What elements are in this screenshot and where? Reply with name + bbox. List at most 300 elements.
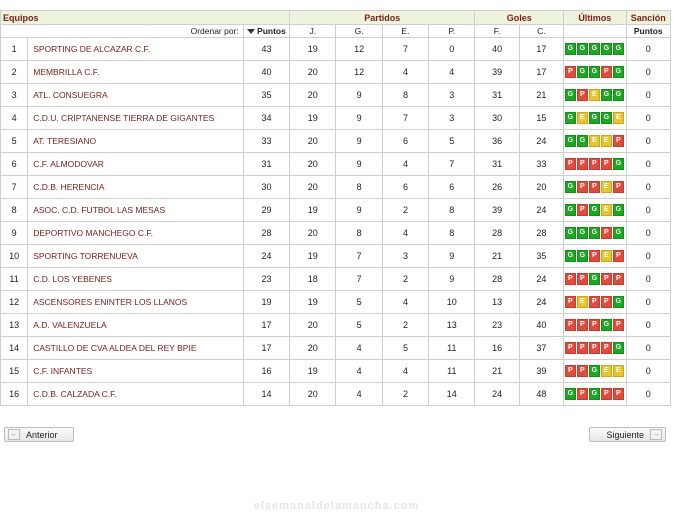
team-name-link[interactable]: C.D. LOS YEBENES xyxy=(28,268,244,291)
result-badge: G xyxy=(589,66,600,78)
table-row xyxy=(1,314,671,337)
team-name-link[interactable]: ATL. CONSUEGRA xyxy=(28,84,244,107)
goals-for-cell: 28 xyxy=(475,222,519,245)
result-badge: P xyxy=(601,388,612,400)
won-cell: 9 xyxy=(336,107,382,130)
goals-against-cell: 24 xyxy=(519,199,563,222)
result-badge: G xyxy=(601,112,612,124)
won-cell: 8 xyxy=(336,222,382,245)
position-cell: 11 xyxy=(1,268,28,291)
result-badge: P xyxy=(577,158,588,170)
last-results-cell xyxy=(564,337,626,360)
last-results-cell xyxy=(564,153,626,176)
points-cell: 14 xyxy=(243,383,289,406)
team-name-link[interactable]: C.D.B. CALZADA C.F. xyxy=(28,383,244,406)
result-badge: P xyxy=(589,296,600,308)
position-cell: 8 xyxy=(1,199,28,222)
result-badge: P xyxy=(577,181,588,193)
drawn-cell: 3 xyxy=(382,245,428,268)
result-badge: P xyxy=(577,89,588,101)
played-cell: 18 xyxy=(290,268,336,291)
result-badge: P xyxy=(601,273,612,285)
last-results-cell xyxy=(564,360,626,383)
points-cell: 17 xyxy=(243,314,289,337)
result-badge: P xyxy=(613,181,624,193)
result-badge: E xyxy=(601,135,612,147)
table-row xyxy=(1,107,671,130)
result-badge: G xyxy=(613,227,624,239)
result-badge: P xyxy=(565,365,576,377)
puntos-label: Puntos xyxy=(257,26,286,36)
goals-for-cell: 30 xyxy=(475,107,519,130)
ultimos-subheader xyxy=(564,25,626,38)
result-badge: G xyxy=(565,89,576,101)
points-cell: 31 xyxy=(243,153,289,176)
drawn-cell: 4 xyxy=(382,61,428,84)
result-badge: P xyxy=(601,296,612,308)
played-cell: 20 xyxy=(290,61,336,84)
goals-for-cell: 23 xyxy=(475,314,519,337)
result-badge: P xyxy=(577,388,588,400)
result-badge: E xyxy=(601,181,612,193)
result-badge: G xyxy=(565,112,576,124)
goals-against-cell: 17 xyxy=(519,61,563,84)
goals-for-cell: 21 xyxy=(475,245,519,268)
won-cell: 7 xyxy=(336,245,382,268)
result-badge: P xyxy=(589,319,600,331)
result-badge: E xyxy=(589,89,600,101)
drawn-cell: 7 xyxy=(382,107,428,130)
position-cell: 3 xyxy=(1,84,28,107)
next-label: Siguiente xyxy=(606,429,644,440)
points-cell: 34 xyxy=(243,107,289,130)
sanction-points-cell: 0 xyxy=(626,107,670,130)
team-name-link[interactable]: C.D.U. CRIPTANENSE TIERRA DE GIGANTES xyxy=(28,107,244,130)
result-badge: G xyxy=(577,66,588,78)
played-cell: 20 xyxy=(290,337,336,360)
sanction-points-cell: 0 xyxy=(626,337,670,360)
result-badge: G xyxy=(613,89,624,101)
result-badge: P xyxy=(577,342,588,354)
sanction-points-cell: 0 xyxy=(626,130,670,153)
result-badge: G xyxy=(613,66,624,78)
played-cell: 20 xyxy=(290,314,336,337)
sanction-points-cell: 0 xyxy=(626,291,670,314)
played-cell: 19 xyxy=(290,245,336,268)
drawn-cell: 2 xyxy=(382,314,428,337)
table-row xyxy=(1,84,671,107)
goals-for-cell: 28 xyxy=(475,268,519,291)
sort-j-header[interactable]: J. xyxy=(290,25,336,38)
lost-cell: 3 xyxy=(429,84,475,107)
table-row xyxy=(1,360,671,383)
last-results-cell xyxy=(564,291,626,314)
last-results-cell xyxy=(564,268,626,291)
played-cell: 20 xyxy=(290,153,336,176)
points-cell: 30 xyxy=(243,176,289,199)
previous-label: Anterior xyxy=(26,429,58,440)
result-badge: G xyxy=(601,43,612,55)
result-badge: G xyxy=(565,135,576,147)
drawn-cell: 2 xyxy=(382,383,428,406)
goals-against-cell: 33 xyxy=(519,153,563,176)
team-name-link[interactable]: CASTILLO DE CVA ALDEA DEL REY BPIE xyxy=(28,337,244,360)
team-name-link[interactable]: MEMBRILLA C.F. xyxy=(28,61,244,84)
lost-cell: 10 xyxy=(429,291,475,314)
lost-cell: 11 xyxy=(429,337,475,360)
header-equipos: Equipos xyxy=(1,11,290,25)
position-cell: 16 xyxy=(1,383,28,406)
result-badge: G xyxy=(601,89,612,101)
last-results-cell xyxy=(564,314,626,337)
standings-body xyxy=(1,38,671,406)
points-cell: 28 xyxy=(243,222,289,245)
order-by-label: Ordenar por: xyxy=(1,25,244,38)
goals-for-cell: 13 xyxy=(475,291,519,314)
goals-against-cell: 21 xyxy=(519,84,563,107)
sort-puntos-header[interactable] xyxy=(243,25,289,38)
goals-for-cell: 36 xyxy=(475,130,519,153)
table-row xyxy=(1,199,671,222)
sanction-points-cell: 0 xyxy=(626,383,670,406)
goals-against-cell: 17 xyxy=(519,38,563,61)
position-cell: 7 xyxy=(1,176,28,199)
result-badge: E xyxy=(613,365,624,377)
result-badge: P xyxy=(613,250,624,262)
team-name-link[interactable]: SPORTING DE ALCAZAR C.F. xyxy=(28,38,244,61)
last-results-cell xyxy=(564,199,626,222)
won-cell: 4 xyxy=(336,383,382,406)
result-badge: G xyxy=(565,43,576,55)
lost-cell: 0 xyxy=(429,38,475,61)
sanction-points-cell: 0 xyxy=(626,38,670,61)
goals-for-cell: 31 xyxy=(475,84,519,107)
table-row xyxy=(1,268,671,291)
drawn-cell: 8 xyxy=(382,84,428,107)
result-badge: P xyxy=(565,319,576,331)
sanction-points-cell: 0 xyxy=(626,245,670,268)
sanction-points-cell: 0 xyxy=(626,61,670,84)
points-cell: 33 xyxy=(243,130,289,153)
table-row xyxy=(1,153,671,176)
result-badge: G xyxy=(589,204,600,216)
table-row xyxy=(1,337,671,360)
played-cell: 20 xyxy=(290,130,336,153)
last-results-cell xyxy=(564,130,626,153)
result-badge: P xyxy=(589,342,600,354)
result-badge: E xyxy=(577,296,588,308)
result-badge: G xyxy=(589,43,600,55)
arrow-left-icon: ← xyxy=(8,429,20,440)
goals-against-cell: 28 xyxy=(519,222,563,245)
goals-against-cell: 39 xyxy=(519,360,563,383)
result-badge: E xyxy=(601,250,612,262)
table-row xyxy=(1,38,671,61)
result-badge: E xyxy=(601,365,612,377)
points-cell: 19 xyxy=(243,291,289,314)
standings-table xyxy=(0,10,671,406)
result-badge: G xyxy=(565,388,576,400)
sanction-points-cell: 0 xyxy=(626,84,670,107)
sort-g-header[interactable]: G. xyxy=(336,25,382,38)
result-badge: P xyxy=(601,227,612,239)
result-badge: G xyxy=(613,158,624,170)
result-badge: G xyxy=(565,181,576,193)
result-badge: G xyxy=(589,365,600,377)
lost-cell: 7 xyxy=(429,153,475,176)
position-cell: 1 xyxy=(1,38,28,61)
goals-against-cell: 35 xyxy=(519,245,563,268)
goals-for-cell: 21 xyxy=(475,360,519,383)
played-cell: 19 xyxy=(290,199,336,222)
lost-cell: 14 xyxy=(429,383,475,406)
result-badge: P xyxy=(589,158,600,170)
goals-for-cell: 31 xyxy=(475,153,519,176)
won-cell: 4 xyxy=(336,360,382,383)
points-cell: 40 xyxy=(243,61,289,84)
team-name-link[interactable]: C.D.B. HERENCIA xyxy=(28,176,244,199)
result-badge: P xyxy=(589,250,600,262)
sort-c-header[interactable]: C. xyxy=(519,25,563,38)
result-badge: P xyxy=(565,158,576,170)
result-badge: P xyxy=(577,365,588,377)
table-row xyxy=(1,222,671,245)
position-cell: 10 xyxy=(1,245,28,268)
result-badge: G xyxy=(577,250,588,262)
won-cell: 12 xyxy=(336,61,382,84)
header-row-groups xyxy=(1,11,671,25)
result-badge: G xyxy=(589,112,600,124)
lost-cell: 8 xyxy=(429,222,475,245)
lost-cell: 13 xyxy=(429,314,475,337)
table-row xyxy=(1,383,671,406)
sancion-puntos-header: Puntos xyxy=(626,25,670,38)
sanction-points-cell: 0 xyxy=(626,153,670,176)
sort-p-header[interactable]: P. xyxy=(429,25,475,38)
goals-for-cell: 26 xyxy=(475,176,519,199)
drawn-cell: 5 xyxy=(382,337,428,360)
points-cell: 24 xyxy=(243,245,289,268)
header-partidos: Partidos xyxy=(290,11,475,25)
goals-against-cell: 48 xyxy=(519,383,563,406)
table-row xyxy=(1,176,671,199)
won-cell: 4 xyxy=(336,337,382,360)
lost-cell: 9 xyxy=(429,245,475,268)
lost-cell: 4 xyxy=(429,61,475,84)
lost-cell: 11 xyxy=(429,360,475,383)
goals-against-cell: 15 xyxy=(519,107,563,130)
goals-against-cell: 24 xyxy=(519,130,563,153)
team-name-link[interactable]: AT. TERESIANO xyxy=(28,130,244,153)
drawn-cell: 4 xyxy=(382,360,428,383)
result-badge: P xyxy=(565,273,576,285)
table-row xyxy=(1,130,671,153)
drawn-cell: 6 xyxy=(382,176,428,199)
result-badge: P xyxy=(613,388,624,400)
result-badge: P xyxy=(565,342,576,354)
position-cell: 4 xyxy=(1,107,28,130)
sort-down-icon xyxy=(247,29,255,34)
drawn-cell: 2 xyxy=(382,199,428,222)
result-badge: P xyxy=(601,66,612,78)
won-cell: 9 xyxy=(336,153,382,176)
sort-e-header[interactable]: E. xyxy=(382,25,428,38)
points-cell: 43 xyxy=(243,38,289,61)
drawn-cell: 4 xyxy=(382,291,428,314)
won-cell: 5 xyxy=(336,314,382,337)
sanction-points-cell: 0 xyxy=(626,222,670,245)
sanction-points-cell: 0 xyxy=(626,176,670,199)
result-badge: G xyxy=(613,43,624,55)
played-cell: 20 xyxy=(290,84,336,107)
played-cell: 19 xyxy=(290,291,336,314)
result-badge: P xyxy=(613,135,624,147)
result-badge: G xyxy=(589,227,600,239)
goals-against-cell: 40 xyxy=(519,314,563,337)
result-badge: G xyxy=(589,388,600,400)
standings-table-wrapper xyxy=(0,10,671,406)
next-button[interactable] xyxy=(589,427,666,442)
result-badge: G xyxy=(565,227,576,239)
position-cell: 13 xyxy=(1,314,28,337)
won-cell: 9 xyxy=(336,84,382,107)
drawn-cell: 2 xyxy=(382,268,428,291)
lost-cell: 6 xyxy=(429,176,475,199)
result-badge: G xyxy=(589,273,600,285)
previous-button[interactable] xyxy=(4,427,74,442)
points-cell: 29 xyxy=(243,199,289,222)
last-results-cell xyxy=(564,38,626,61)
result-badge: G xyxy=(613,296,624,308)
position-cell: 6 xyxy=(1,153,28,176)
last-results-cell xyxy=(564,107,626,130)
result-badge: G xyxy=(577,227,588,239)
result-badge: P xyxy=(565,66,576,78)
drawn-cell: 6 xyxy=(382,130,428,153)
result-badge: E xyxy=(577,112,588,124)
played-cell: 20 xyxy=(290,222,336,245)
sort-f-header[interactable]: F. xyxy=(475,25,519,38)
played-cell: 19 xyxy=(290,360,336,383)
result-badge: E xyxy=(613,112,624,124)
sanction-points-cell: 0 xyxy=(626,314,670,337)
points-cell: 35 xyxy=(243,84,289,107)
won-cell: 9 xyxy=(336,130,382,153)
last-results-cell xyxy=(564,61,626,84)
position-cell: 2 xyxy=(1,61,28,84)
won-cell: 7 xyxy=(336,268,382,291)
lost-cell: 8 xyxy=(429,199,475,222)
position-cell: 5 xyxy=(1,130,28,153)
position-cell: 14 xyxy=(1,337,28,360)
goals-against-cell: 20 xyxy=(519,176,563,199)
last-results-cell xyxy=(564,383,626,406)
goals-for-cell: 40 xyxy=(475,38,519,61)
result-badge: G xyxy=(565,204,576,216)
won-cell: 5 xyxy=(336,291,382,314)
drawn-cell: 7 xyxy=(382,38,428,61)
points-cell: 23 xyxy=(243,268,289,291)
goals-against-cell: 24 xyxy=(519,268,563,291)
arrow-right-icon: → xyxy=(650,429,662,440)
points-cell: 16 xyxy=(243,360,289,383)
result-badge: G xyxy=(577,43,588,55)
position-cell: 15 xyxy=(1,360,28,383)
result-badge: E xyxy=(589,135,600,147)
result-badge: P xyxy=(577,204,588,216)
drawn-cell: 4 xyxy=(382,222,428,245)
team-name-link[interactable]: ASCENSORES ENINTER LOS LLANOS xyxy=(28,291,244,314)
won-cell: 12 xyxy=(336,38,382,61)
played-cell: 20 xyxy=(290,383,336,406)
result-badge: G xyxy=(601,319,612,331)
last-results-cell xyxy=(564,84,626,107)
result-badge: P xyxy=(601,158,612,170)
team-name-link[interactable]: ASOC. C.D. FUTBOL LAS MESAS xyxy=(28,199,244,222)
sanction-points-cell: 0 xyxy=(626,199,670,222)
played-cell: 20 xyxy=(290,176,336,199)
result-badge: P xyxy=(601,342,612,354)
last-results-cell xyxy=(564,222,626,245)
header-row-columns xyxy=(1,25,671,38)
played-cell: 19 xyxy=(290,38,336,61)
sanction-points-cell: 0 xyxy=(626,360,670,383)
result-badge: G xyxy=(613,342,624,354)
table-row xyxy=(1,245,671,268)
header-sancion: Sanción xyxy=(626,11,670,25)
goals-against-cell: 37 xyxy=(519,337,563,360)
points-cell: 17 xyxy=(243,337,289,360)
table-row xyxy=(1,61,671,84)
drawn-cell: 4 xyxy=(382,153,428,176)
result-badge: P xyxy=(589,181,600,193)
last-results-cell xyxy=(564,245,626,268)
lost-cell: 5 xyxy=(429,130,475,153)
result-badge: P xyxy=(565,296,576,308)
won-cell: 9 xyxy=(336,199,382,222)
team-name-link[interactable]: C.F. INFANTES xyxy=(28,360,244,383)
team-name-link[interactable]: A.D. VALENZUELA xyxy=(28,314,244,337)
result-badge: P xyxy=(577,319,588,331)
header-ultimos: Últimos xyxy=(564,11,626,25)
played-cell: 19 xyxy=(290,107,336,130)
position-cell: 12 xyxy=(1,291,28,314)
sanction-points-cell: 0 xyxy=(626,268,670,291)
watermark: elsemanaldelamancha.com xyxy=(253,500,420,512)
position-cell: 9 xyxy=(1,222,28,245)
result-badge: E xyxy=(601,204,612,216)
lost-cell: 9 xyxy=(429,268,475,291)
result-badge: G xyxy=(613,204,624,216)
team-name-link[interactable]: SPORTING TORRENUEVA xyxy=(28,245,244,268)
goals-for-cell: 24 xyxy=(475,383,519,406)
table-row xyxy=(1,291,671,314)
team-name-link[interactable]: DEPORTIVO MANCHEGO C.F. xyxy=(28,222,244,245)
last-results-cell xyxy=(564,176,626,199)
won-cell: 8 xyxy=(336,176,382,199)
result-badge: G xyxy=(565,250,576,262)
lost-cell: 3 xyxy=(429,107,475,130)
goals-for-cell: 39 xyxy=(475,61,519,84)
goals-for-cell: 39 xyxy=(475,199,519,222)
goals-against-cell: 24 xyxy=(519,291,563,314)
result-badge: P xyxy=(577,273,588,285)
result-badge: G xyxy=(577,135,588,147)
team-name-link[interactable]: C.F. ALMODOVAR xyxy=(28,153,244,176)
result-badge: P xyxy=(613,273,624,285)
header-goles: Goles xyxy=(475,11,564,25)
goals-for-cell: 16 xyxy=(475,337,519,360)
